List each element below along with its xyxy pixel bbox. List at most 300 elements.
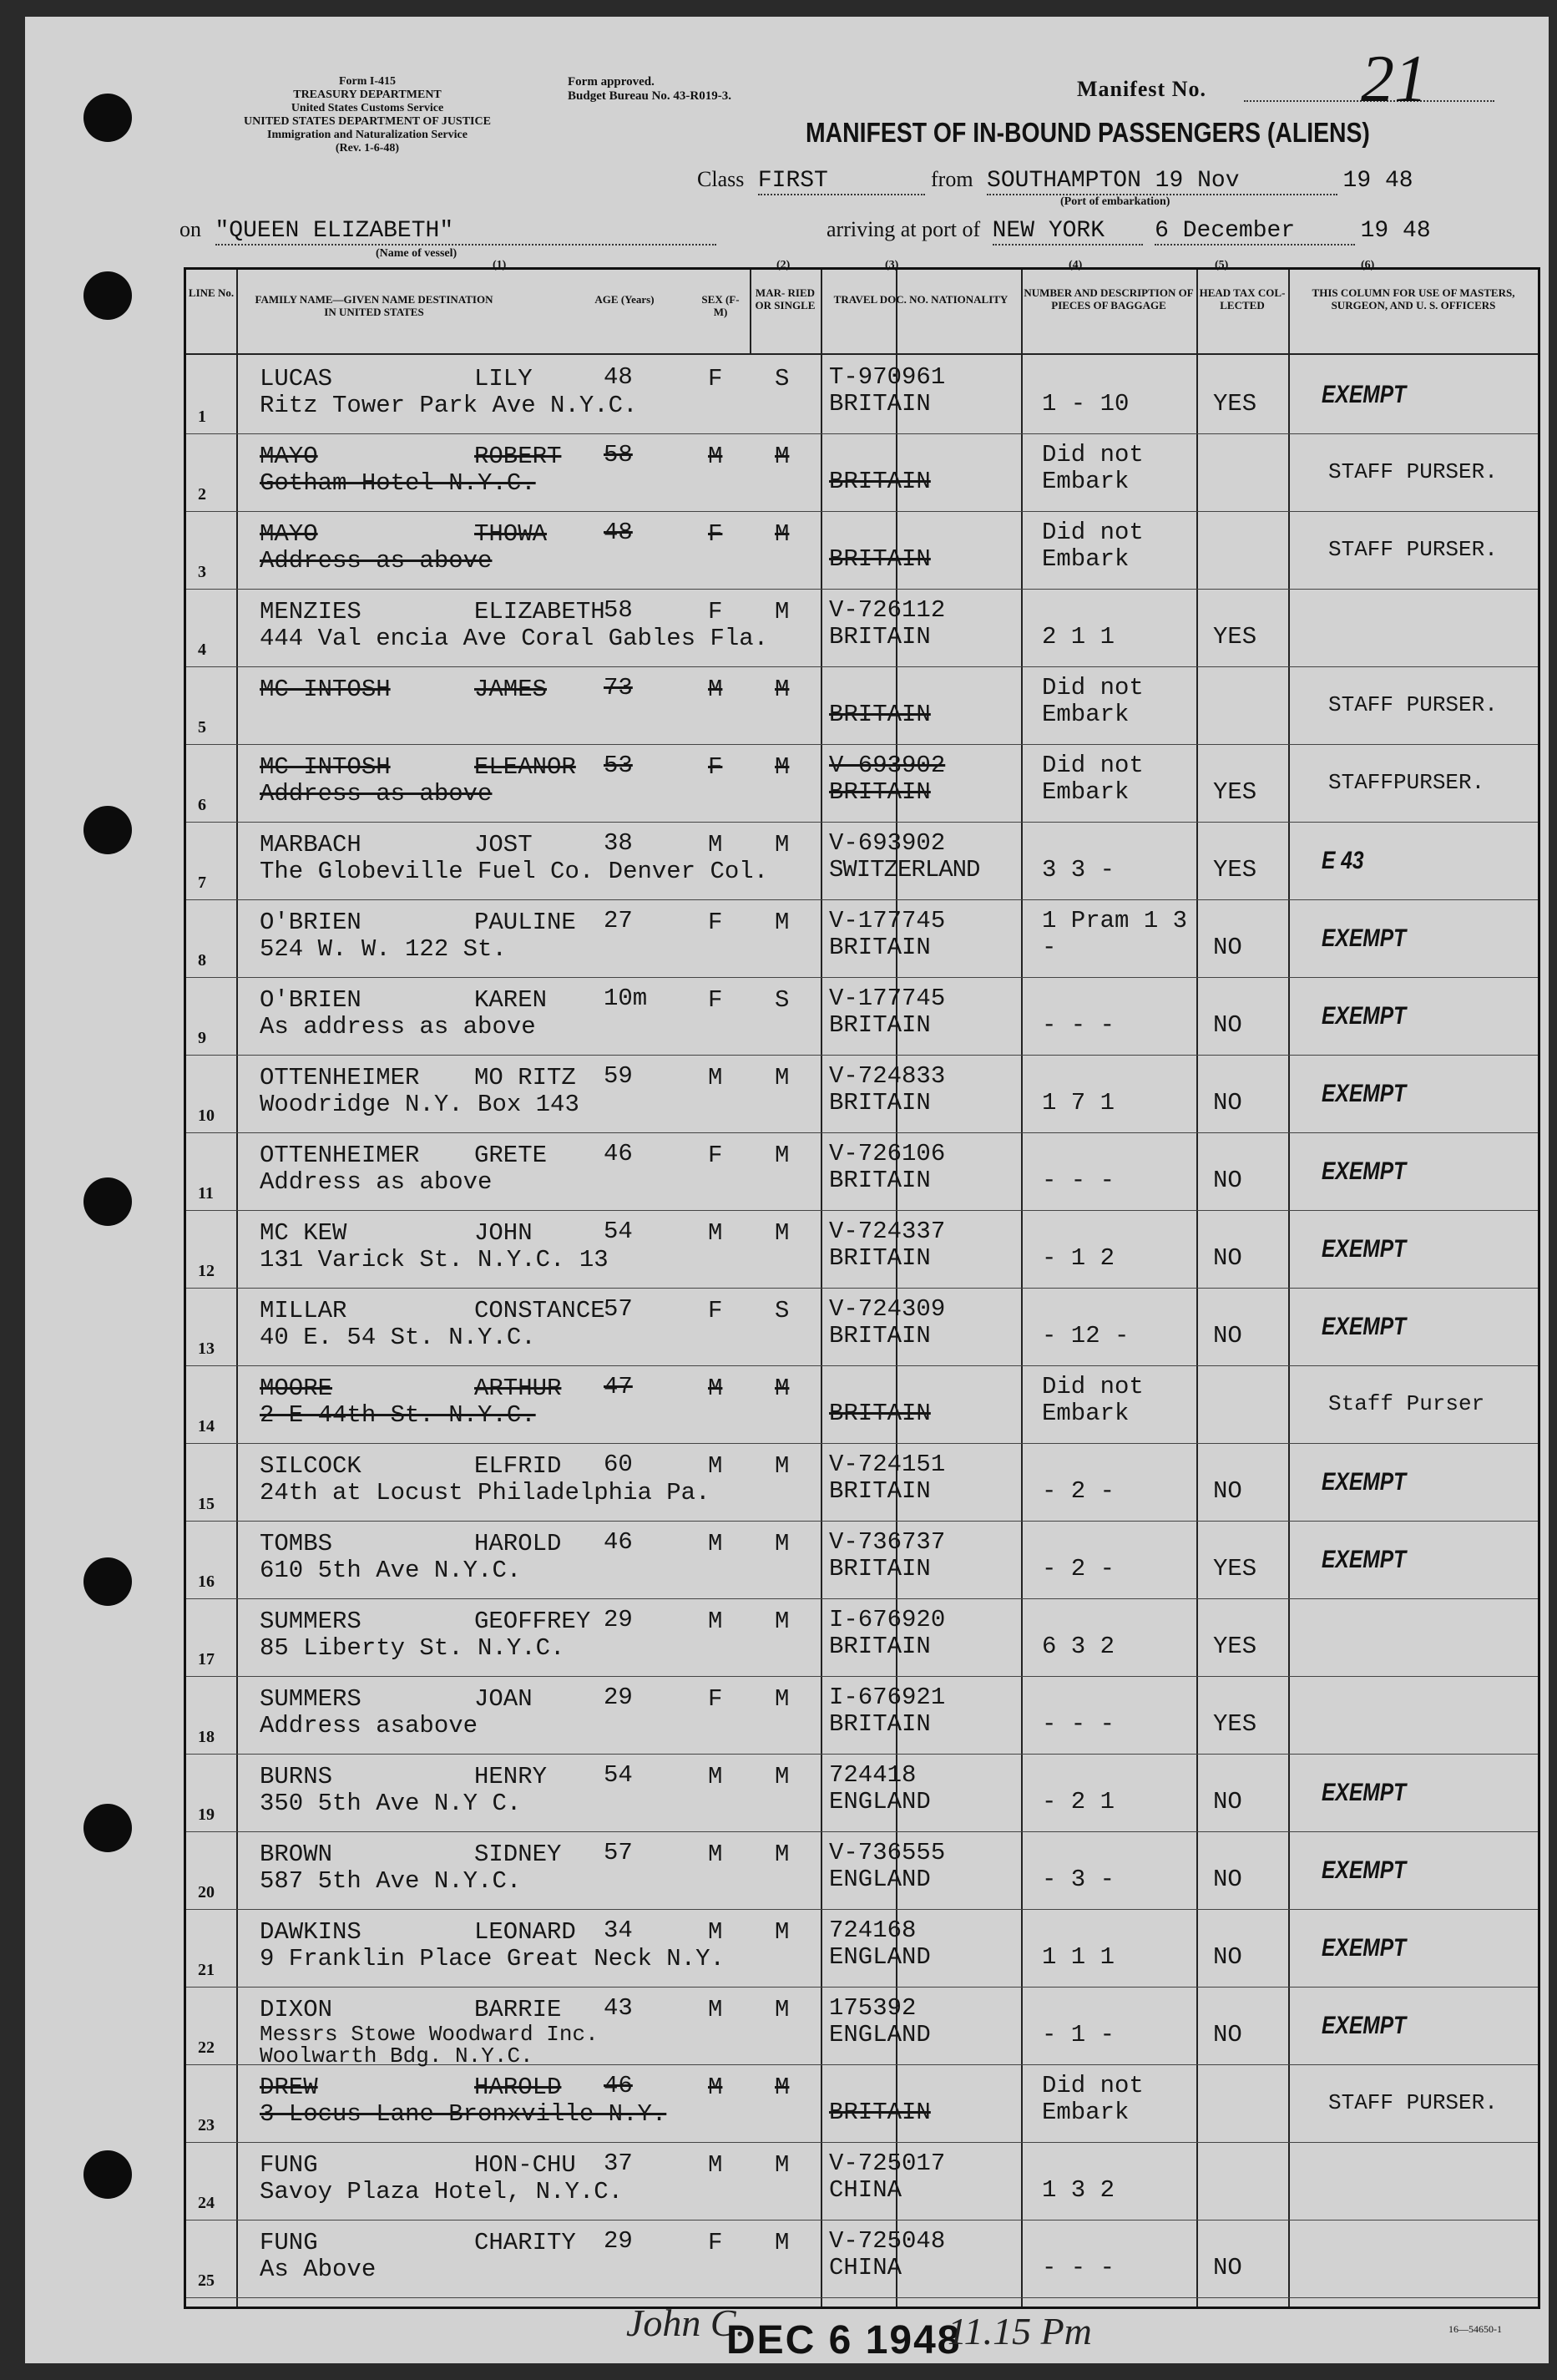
form-revision: (Rev. 1-6-48): [335, 142, 400, 154]
officer-notation: EXEMPT: [1322, 1002, 1407, 1030]
head-tax-collected: YES: [1213, 390, 1257, 418]
passenger-given-name: MO RITZ: [474, 1064, 576, 1091]
arrival-year: 19 48: [1360, 218, 1431, 244]
passenger-marital-status: M: [775, 2229, 790, 2256]
passenger-family-name: FUNG: [260, 2229, 318, 2256]
passenger-given-name: ELIZABETH: [474, 598, 605, 625]
passenger-given-name: JOAN: [474, 1685, 533, 1713]
head-tax-collected: NO: [1213, 2254, 1242, 2281]
row-line-number: 2: [198, 485, 206, 504]
table-row: [186, 666, 1538, 745]
passenger-family-name: O'BRIEN: [260, 986, 361, 1014]
passenger-destination: 24th at Locust Philadelphia Pa.: [260, 1479, 710, 1506]
passenger-sex: F: [708, 753, 723, 781]
passenger-given-name: THOWA: [474, 520, 548, 548]
passenger-sex: M: [708, 676, 723, 703]
passenger-destination: 9 Franklin Place Great Neck N.Y.: [260, 1945, 725, 1972]
nationality: ENGLAND: [829, 1866, 931, 1893]
col-header-travel-doc: TRAVEL DOC. NO. NATIONALITY: [833, 293, 1009, 306]
col-header-sex: SEX (F-M): [701, 293, 740, 318]
passenger-marital-status: M: [775, 520, 790, 548]
row-line-number: 16: [198, 1572, 215, 1591]
baggage-count: 6 3 2: [1042, 1633, 1115, 1660]
table-row: [186, 1210, 1538, 1289]
table-row: [186, 1288, 1538, 1366]
row-line-number: 7: [198, 874, 206, 892]
from-value: SOUTHAMPTON 19 Nov: [987, 168, 1337, 195]
baggage-count: 1 3 2: [1042, 2176, 1115, 2204]
travel-doc-number: V-693902: [829, 829, 946, 857]
passenger-marital-status: M: [775, 1064, 790, 1091]
vessel-field: [179, 217, 716, 246]
from-field: [931, 167, 1413, 195]
row-line-number: 1: [198, 408, 206, 426]
col-header-baggage: NUMBER AND DESCRIPTION OF PIECES OF BAGGAGE: [1024, 286, 1194, 311]
col-num-6: (6): [1361, 259, 1375, 271]
passenger-marital-status: M: [775, 2151, 790, 2179]
punch-hole: [83, 271, 132, 320]
table-row: [186, 744, 1538, 823]
baggage-count: Did not Embark: [1042, 519, 1144, 573]
passenger-age: 58: [604, 596, 633, 624]
officer-notation: E 43: [1322, 847, 1364, 874]
nationality: CHINA: [829, 2176, 902, 2204]
arrival-port: NEW YORK: [993, 218, 1143, 246]
passenger-given-name: KAREN: [474, 986, 548, 1014]
table-row: [186, 1443, 1538, 1522]
nationality: BRITAIN: [829, 2099, 931, 2126]
punch-hole: [83, 1804, 132, 1852]
baggage-count: Did not Embark: [1042, 674, 1144, 728]
passenger-family-name: MAYO: [260, 443, 318, 470]
col-num-2: (2): [776, 259, 791, 271]
passenger-age: 57: [604, 1295, 633, 1323]
class-field: [697, 167, 925, 195]
row-line-number: 10: [198, 1106, 215, 1125]
passenger-destination: Woodridge N.Y. Box 143: [260, 1091, 579, 1118]
passenger-destination: 610 5th Ave N.Y.C.: [260, 1557, 522, 1584]
table-row: [186, 822, 1538, 900]
passenger-sex: M: [708, 1375, 723, 1402]
nationality: BRITAIN: [829, 1322, 931, 1350]
baggage-count: - 3 -: [1042, 1866, 1115, 1893]
baggage-count: - 2 -: [1042, 1477, 1115, 1505]
passenger-sex: M: [708, 2074, 723, 2101]
passenger-sex: M: [708, 1608, 723, 1635]
passenger-sex: F: [708, 598, 723, 625]
nationality: ENGLAND: [829, 1943, 931, 1971]
row-line-number: 21: [198, 1961, 215, 1979]
travel-doc-number: V-724309: [829, 1295, 946, 1323]
travel-doc-number: V-724833: [829, 1062, 946, 1090]
passenger-given-name: BARRIE: [474, 1996, 562, 2023]
passenger-destination: 131 Varick St. N.Y.C. 13: [260, 1246, 609, 1274]
table-row: [186, 1598, 1538, 1677]
travel-doc-number: 724418: [829, 1761, 917, 1789]
nationality: BRITAIN: [829, 390, 931, 418]
nationality: BRITAIN: [829, 934, 931, 961]
passenger-marital-status: M: [775, 1685, 790, 1713]
row-line-number: 19: [198, 1805, 215, 1824]
officer-notation: EXEMPT: [1322, 1080, 1407, 1107]
travel-doc-number: V-726106: [829, 1140, 946, 1167]
row-line-number: 15: [198, 1495, 215, 1513]
passenger-age: 43: [604, 1994, 633, 2022]
passenger-destination: Ritz Tower Park Ave N.Y.C.: [260, 392, 638, 419]
passenger-marital-status: S: [775, 986, 790, 1014]
passenger-sex: F: [708, 2229, 723, 2256]
row-line-number: 25: [198, 2271, 215, 2290]
baggage-count: 2 1 1: [1042, 623, 1115, 651]
passenger-given-name: CONSTANCE: [474, 1297, 605, 1324]
passenger-marital-status: M: [775, 1996, 790, 2023]
passenger-destination: 40 E. 54 St. N.Y.C.: [260, 1324, 536, 1351]
passenger-sex: M: [708, 1064, 723, 1091]
customs-service: United States Customs Service: [291, 102, 444, 114]
travel-doc-number: V-724337: [829, 1218, 946, 1245]
vessel-caption: (Name of vessel): [376, 247, 457, 260]
baggage-count: Did not Embark: [1042, 441, 1144, 495]
head-tax-collected: YES: [1213, 778, 1257, 806]
passenger-destination: 85 Liberty St. N.Y.C.: [260, 1634, 565, 1662]
passenger-destination: 2 E 44th St. N.Y.C.: [260, 1401, 536, 1429]
baggage-count: 1 7 1: [1042, 1089, 1115, 1117]
manifest-page: [25, 17, 1549, 2363]
passenger-marital-status: M: [775, 598, 790, 625]
passenger-destination: Address as above: [260, 1168, 493, 1196]
travel-doc-number: V-724151: [829, 1451, 946, 1478]
row-line-number: 24: [198, 2194, 215, 2212]
nationality: CHINA: [829, 2254, 902, 2281]
table-row: [186, 1055, 1538, 1133]
time-note: 11.15 Pm: [948, 2310, 1092, 2352]
passenger-given-name: LILY: [474, 365, 533, 392]
passenger-given-name: SIDNEY: [474, 1841, 562, 1868]
treasury-dept: TREASURY DEPARTMENT: [293, 89, 442, 101]
row-line-number: 6: [198, 796, 206, 814]
travel-doc-number: V-736737: [829, 1528, 946, 1556]
passenger-destination: 587 5th Ave N.Y.C.: [260, 1867, 522, 1895]
passenger-sex: M: [708, 1452, 723, 1480]
passenger-age: 29: [604, 1684, 633, 1711]
row-line-number: 4: [198, 641, 206, 659]
passenger-marital-status: M: [775, 676, 790, 703]
baggage-count: - - -: [1042, 1167, 1115, 1194]
passenger-destination: Messrs Stowe Woodward Inc. Woolwarth Bdg. N.Y.C.: [260, 2022, 599, 2069]
head-tax-collected: NO: [1213, 1943, 1242, 1971]
passenger-family-name: SUMMERS: [260, 1608, 361, 1635]
col-header-officers: THIS COLUMN FOR USE OF MASTERS, SURGEON, AND U. S. OFFICERS: [1312, 286, 1515, 311]
passenger-sex: F: [708, 986, 723, 1014]
passenger-family-name: OTTENHEIMER: [260, 1142, 420, 1169]
passenger-family-name: FUNG: [260, 2151, 318, 2179]
travel-doc-number: 724168: [829, 1917, 917, 1944]
passenger-marital-status: M: [775, 831, 790, 858]
form-code: 16—54650-1: [1448, 2323, 1502, 2335]
passenger-given-name: HAROLD: [474, 2074, 562, 2101]
baggage-count: - 1 2: [1042, 1244, 1115, 1272]
col-header-age: AGE (Years): [594, 293, 655, 306]
row-line-number: 8: [198, 951, 206, 970]
passenger-given-name: ROBERT: [474, 443, 562, 470]
row-line-number: 5: [198, 718, 206, 737]
passenger-marital-status: M: [775, 1841, 790, 1868]
table-row: [186, 1754, 1538, 1832]
passenger-sex: F: [708, 365, 723, 392]
passenger-family-name: MOORE: [260, 1375, 333, 1402]
head-tax-collected: YES: [1213, 1710, 1257, 1738]
head-tax-collected: NO: [1213, 1244, 1242, 1272]
head-tax-collected: NO: [1213, 1788, 1242, 1815]
officer-notation: STAFF PURSER.: [1328, 459, 1498, 484]
travel-doc-number: 175392: [829, 1994, 917, 2022]
officer-notation: EXEMPT: [1322, 1546, 1407, 1573]
officer-notation: STAFF PURSER.: [1328, 692, 1498, 717]
travel-doc-number: V-736555: [829, 1839, 946, 1866]
col-num-1: (1): [493, 259, 507, 271]
manifest-number-label: Manifest No.: [1077, 77, 1206, 101]
passenger-table: [184, 267, 1540, 2309]
passenger-age: 73: [604, 674, 633, 701]
passenger-destination: The Globeville Fuel Co. Denver Col.: [260, 858, 769, 885]
passenger-given-name: JAMES: [474, 676, 548, 703]
travel-doc-number: V-726112: [829, 596, 946, 624]
passenger-given-name: ELEANOR: [474, 753, 576, 781]
officer-notation: EXEMPT: [1322, 1934, 1407, 1962]
passenger-family-name: O'BRIEN: [260, 909, 361, 936]
passenger-age: 46: [604, 1528, 633, 1556]
nationality: BRITAIN: [829, 1011, 931, 1039]
passenger-age: 48: [604, 519, 633, 546]
passenger-family-name: BURNS: [260, 1763, 333, 1790]
passenger-sex: M: [708, 1996, 723, 2023]
passenger-family-name: LUCAS: [260, 365, 333, 392]
passenger-family-name: DIXON: [260, 1996, 333, 2023]
passenger-age: 47: [604, 1373, 633, 1400]
table-row: [186, 433, 1538, 512]
passenger-given-name: PAULINE: [474, 909, 576, 936]
passenger-marital-status: M: [775, 1608, 790, 1635]
table-row: [186, 356, 1538, 434]
head-tax-collected: YES: [1213, 1555, 1257, 1582]
passenger-sex: F: [708, 1297, 723, 1324]
passenger-destination: 3 Locus Lane Bronxville N.Y.: [260, 2100, 667, 2128]
passenger-marital-status: M: [775, 443, 790, 470]
travel-doc-number: I-676920: [829, 1606, 946, 1633]
header-separator: [186, 353, 1538, 355]
passenger-marital-status: S: [775, 365, 790, 392]
nationality: BRITAIN: [829, 701, 931, 728]
passenger-given-name: GRETE: [474, 1142, 548, 1169]
punch-hole: [83, 1557, 132, 1606]
passenger-age: 34: [604, 1917, 633, 1944]
passenger-marital-status: M: [775, 1530, 790, 1557]
passenger-destination: As address as above: [260, 1013, 536, 1041]
nationality: BRITAIN: [829, 1633, 931, 1660]
passenger-family-name: MARBACH: [260, 831, 361, 858]
travel-doc-number: V-693902: [829, 752, 946, 779]
table-row: [186, 2220, 1538, 2298]
nationality: ENGLAND: [829, 1788, 931, 1815]
passenger-age: 59: [604, 1062, 633, 1090]
passenger-family-name: MC KEW: [260, 1219, 347, 1247]
passenger-destination: Address as above: [260, 547, 493, 575]
col-num-3: (3): [885, 259, 899, 271]
baggage-count: - 12 -: [1042, 1322, 1130, 1350]
passenger-marital-status: M: [775, 1375, 790, 1402]
nationality: SWITZERLAND: [829, 856, 980, 884]
head-tax-collected: NO: [1213, 1322, 1242, 1350]
passenger-sex: M: [708, 1763, 723, 1790]
justice-dept: UNITED STATES DEPARTMENT OF JUSTICE: [244, 115, 491, 128]
passenger-given-name: JOHN: [474, 1219, 533, 1247]
head-tax-collected: NO: [1213, 1089, 1242, 1117]
passenger-given-name: HENRY: [474, 1763, 548, 1790]
arriving-label: arriving at port of: [827, 217, 981, 241]
passenger-family-name: MC INTOSH: [260, 753, 391, 781]
passenger-age: 10m: [604, 985, 648, 1012]
col-num-5: (5): [1215, 259, 1229, 271]
nationality: BRITAIN: [829, 1244, 931, 1272]
passenger-given-name: CHARITY: [474, 2229, 576, 2256]
passenger-destination: Address as above: [260, 780, 493, 808]
row-line-number: 11: [198, 1184, 214, 1203]
row-line-number: 9: [198, 1029, 206, 1047]
passenger-age: 60: [604, 1451, 633, 1478]
passenger-given-name: ELFRID: [474, 1452, 562, 1480]
vessel-name: "QUEEN ELIZABETH": [215, 218, 716, 246]
punch-hole: [83, 2150, 132, 2199]
passenger-marital-status: S: [775, 1297, 790, 1324]
passenger-sex: M: [708, 443, 723, 470]
passenger-given-name: ARTHUR: [474, 1375, 562, 1402]
officer-notation: STAFF PURSER.: [1328, 537, 1498, 562]
nationality: BRITAIN: [829, 623, 931, 651]
officer-notation: EXEMPT: [1322, 1235, 1407, 1263]
signature-scribble: John C.: [626, 2302, 746, 2344]
table-row: [186, 977, 1538, 1056]
row-line-number: 13: [198, 1339, 215, 1358]
nationality: BRITAIN: [829, 1089, 931, 1117]
table-row: [186, 1132, 1538, 1211]
officer-notation: STAFF PURSER.: [1328, 2090, 1498, 2115]
passenger-age: 27: [604, 907, 633, 934]
row-line-number: 12: [198, 1262, 215, 1280]
passenger-age: 58: [604, 441, 633, 468]
table-row: [186, 1521, 1538, 1599]
travel-doc-number: T-970961: [829, 363, 946, 391]
passenger-given-name: HAROLD: [474, 1530, 562, 1557]
punch-hole: [83, 806, 132, 854]
col-header-head-tax: HEAD TAX COL- LECTED: [1199, 286, 1286, 311]
passenger-destination: 444 Val encia Ave Coral Gables Fla.: [260, 625, 769, 652]
baggage-count: Did not Embark: [1042, 752, 1144, 806]
nationality: BRITAIN: [829, 545, 931, 573]
class-value: FIRST: [758, 168, 925, 195]
baggage-count: - 2 -: [1042, 1555, 1115, 1582]
passenger-sex: F: [708, 1142, 723, 1169]
passenger-family-name: TOMBS: [260, 1530, 333, 1557]
manifest-title: MANIFEST OF IN-BOUND PASSENGERS (ALIENS): [806, 117, 1370, 148]
passenger-given-name: HON-CHU: [474, 2151, 576, 2179]
punch-hole: [83, 94, 132, 142]
table-row: [186, 1987, 1538, 2069]
passenger-destination: Savoy Plaza Hotel, N.Y.C.: [260, 2178, 624, 2205]
passenger-sex: M: [708, 831, 723, 858]
form-approved: Form approved.: [568, 75, 655, 89]
form-number: Form I-415: [338, 75, 397, 88]
officer-notation: EXEMPT: [1322, 381, 1407, 408]
passenger-sex: F: [708, 520, 723, 548]
col-divider: [750, 270, 751, 353]
passenger-age: 54: [604, 1218, 633, 1245]
passenger-family-name: SUMMERS: [260, 1685, 361, 1713]
passenger-sex: F: [708, 1685, 723, 1713]
passenger-given-name: LEONARD: [474, 1918, 576, 1946]
passenger-marital-status: M: [775, 2074, 790, 2101]
baggage-count: - - -: [1042, 1710, 1115, 1738]
arrival-date: 6 December: [1155, 218, 1355, 246]
baggage-count: - 2 1: [1042, 1788, 1115, 1815]
travel-doc-number: V-725017: [829, 2150, 946, 2177]
passenger-sex: M: [708, 1841, 723, 1868]
passenger-family-name: MC INTOSH: [260, 676, 391, 703]
travel-doc-number: V-725048: [829, 2227, 946, 2255]
officer-notation: EXEMPT: [1322, 1157, 1407, 1185]
passenger-given-name: JOST: [474, 831, 533, 858]
from-year: 19 48: [1342, 168, 1413, 194]
officer-notation: EXEMPT: [1322, 924, 1407, 952]
table-row: [186, 2064, 1538, 2143]
passenger-age: 29: [604, 1606, 633, 1633]
passenger-marital-status: M: [775, 909, 790, 936]
nationality: BRITAIN: [829, 468, 931, 495]
nationality: BRITAIN: [829, 778, 931, 806]
arriving-field: [827, 217, 1431, 246]
form-header-agencies: [150, 75, 584, 155]
head-tax-collected: YES: [1213, 1633, 1257, 1660]
passenger-sex: M: [708, 1530, 723, 1557]
table-row: [186, 589, 1538, 667]
head-tax-collected: NO: [1213, 2021, 1242, 2048]
col-num-4: (4): [1069, 259, 1083, 271]
passenger-age: 38: [604, 829, 633, 857]
passenger-family-name: OTTENHEIMER: [260, 1064, 420, 1091]
passenger-family-name: MAYO: [260, 520, 318, 548]
officer-notation: EXEMPT: [1322, 1468, 1407, 1496]
baggage-count: 3 3 -: [1042, 856, 1115, 884]
baggage-count: 1 1 1: [1042, 1943, 1115, 1971]
table-row: [186, 1676, 1538, 1755]
nationality: BRITAIN: [829, 1710, 931, 1738]
travel-doc-number: I-676921: [829, 1684, 946, 1711]
col-header-name: FAMILY NAME—GIVEN NAME DESTINATION IN UNITED STATES: [255, 293, 493, 318]
row-line-number: 22: [198, 2038, 215, 2057]
passenger-marital-status: M: [775, 1142, 790, 1169]
table-row: [186, 1831, 1538, 1910]
baggage-count: Did not Embark: [1042, 2072, 1144, 2126]
baggage-count: - - -: [1042, 1011, 1115, 1039]
passenger-family-name: BROWN: [260, 1841, 333, 1868]
passenger-sex: F: [708, 909, 723, 936]
baggage-count: Did not Embark: [1042, 1373, 1144, 1427]
ins-service: Immigration and Naturalization Service: [267, 129, 468, 141]
nationality: BRITAIN: [829, 1167, 931, 1194]
passenger-family-name: MENZIES: [260, 598, 361, 625]
passenger-age: 46: [604, 1140, 633, 1167]
class-label: Class: [697, 167, 745, 191]
officer-notation: STAFFPURSER.: [1328, 770, 1485, 795]
